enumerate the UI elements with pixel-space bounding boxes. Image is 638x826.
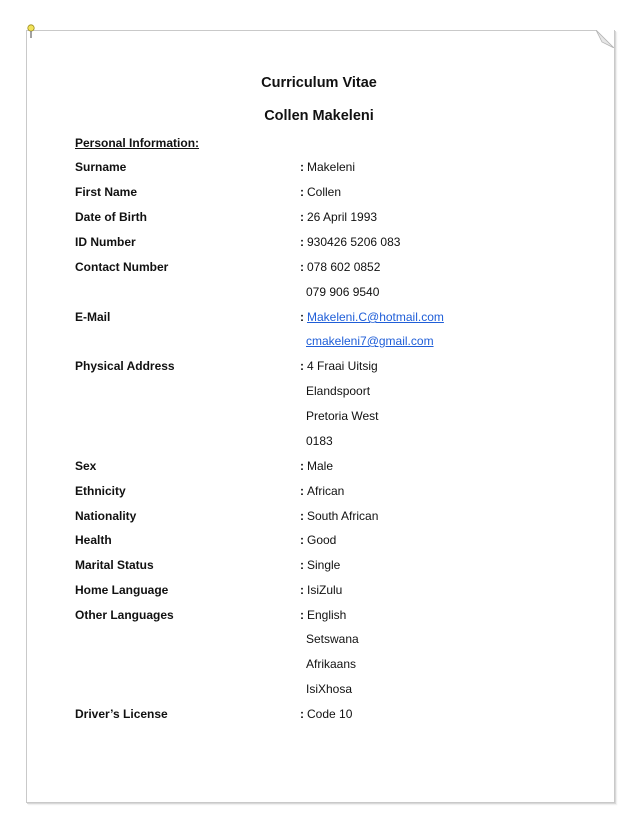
field-label: Health [75,533,112,547]
field-row-dob [75,207,615,227]
field-value: South African [307,509,379,523]
field-colon: : [300,583,304,597]
field-colon: : [300,533,304,547]
field-value: Makeleni [307,160,356,174]
section-heading: Personal Information: [75,136,200,150]
field-value: 4 Fraai Uitsig [307,359,378,373]
field-colon: : [300,235,304,249]
field-colon: : [300,359,304,373]
field-label: ID Number [75,235,136,249]
field-row-drivers-license [75,704,615,724]
field-label: Other Languages [75,608,174,622]
field-value: IsiZulu [307,583,343,597]
field-row-home-language [75,580,615,600]
field-colon: : [300,459,304,473]
field-label: Physical Address [75,359,175,373]
field-row-other-languages [75,605,615,625]
language-item: Setswana [306,632,359,646]
field-row-ethnicity [75,481,615,501]
field-colon: : [300,509,304,523]
field-label: Ethnicity [75,484,126,498]
field-row-health [75,530,615,550]
language-item: IsiXhosa [306,682,353,696]
field-row-email [75,307,615,327]
field-label: Sex [75,459,97,473]
page-curl-icon [596,30,614,48]
field-colon: : [300,210,304,224]
address-line: Pretoria West [306,409,379,423]
language-item: Afrikaans [306,657,357,671]
field-label: Contact Number [75,260,169,274]
document-title: Curriculum Vitae [261,75,377,91]
field-value: African [307,484,345,498]
field-value: Single [307,558,341,572]
field-label: E-Mail [75,310,111,324]
email-link[interactable]: Makeleni.C@hotmail.com [307,310,444,324]
field-row-nationality [75,506,615,526]
field-colon: : [300,484,304,498]
field-row-marital-status [75,555,615,575]
person-name: Collen Makeleni [264,108,374,124]
field-value: Collen [307,185,342,199]
field-value: 078 602 0852 [307,260,381,274]
field-row-first-name [75,182,615,202]
field-row-contact [75,257,615,277]
field-row-surname [75,157,615,177]
field-row-id-number [75,232,615,252]
field-colon: : [300,608,304,622]
field-colon: : [300,310,304,324]
field-label: Surname [75,160,127,174]
field-label: Driver’s License [75,707,168,721]
field-label: Date of Birth [75,210,147,224]
field-colon: : [300,185,304,199]
field-value: 930426 5206 083 [307,235,401,249]
field-label: Home Language [75,583,169,597]
field-value: Male [307,459,334,473]
field-colon: : [300,160,304,174]
field-value: Good [307,533,337,547]
pushpin-icon [27,24,35,40]
field-label: First Name [75,185,138,199]
field-row-address [75,356,615,376]
field-value: 26 April 1993 [307,210,378,224]
field-colon: : [300,558,304,572]
field-value: English [307,608,347,622]
address-line: Elandspoort [306,384,371,398]
address-line: 0183 [306,434,333,448]
field-label: Marital Status [75,558,154,572]
field-label: Nationality [75,509,137,523]
field-value-continued: 079 906 9540 [306,285,380,299]
field-colon: : [300,260,304,274]
field-row-sex [75,456,615,476]
field-colon: : [300,707,304,721]
field-value: Code 10 [307,707,353,721]
email-link-secondary[interactable]: cmakeleni7@gmail.com [306,334,434,348]
